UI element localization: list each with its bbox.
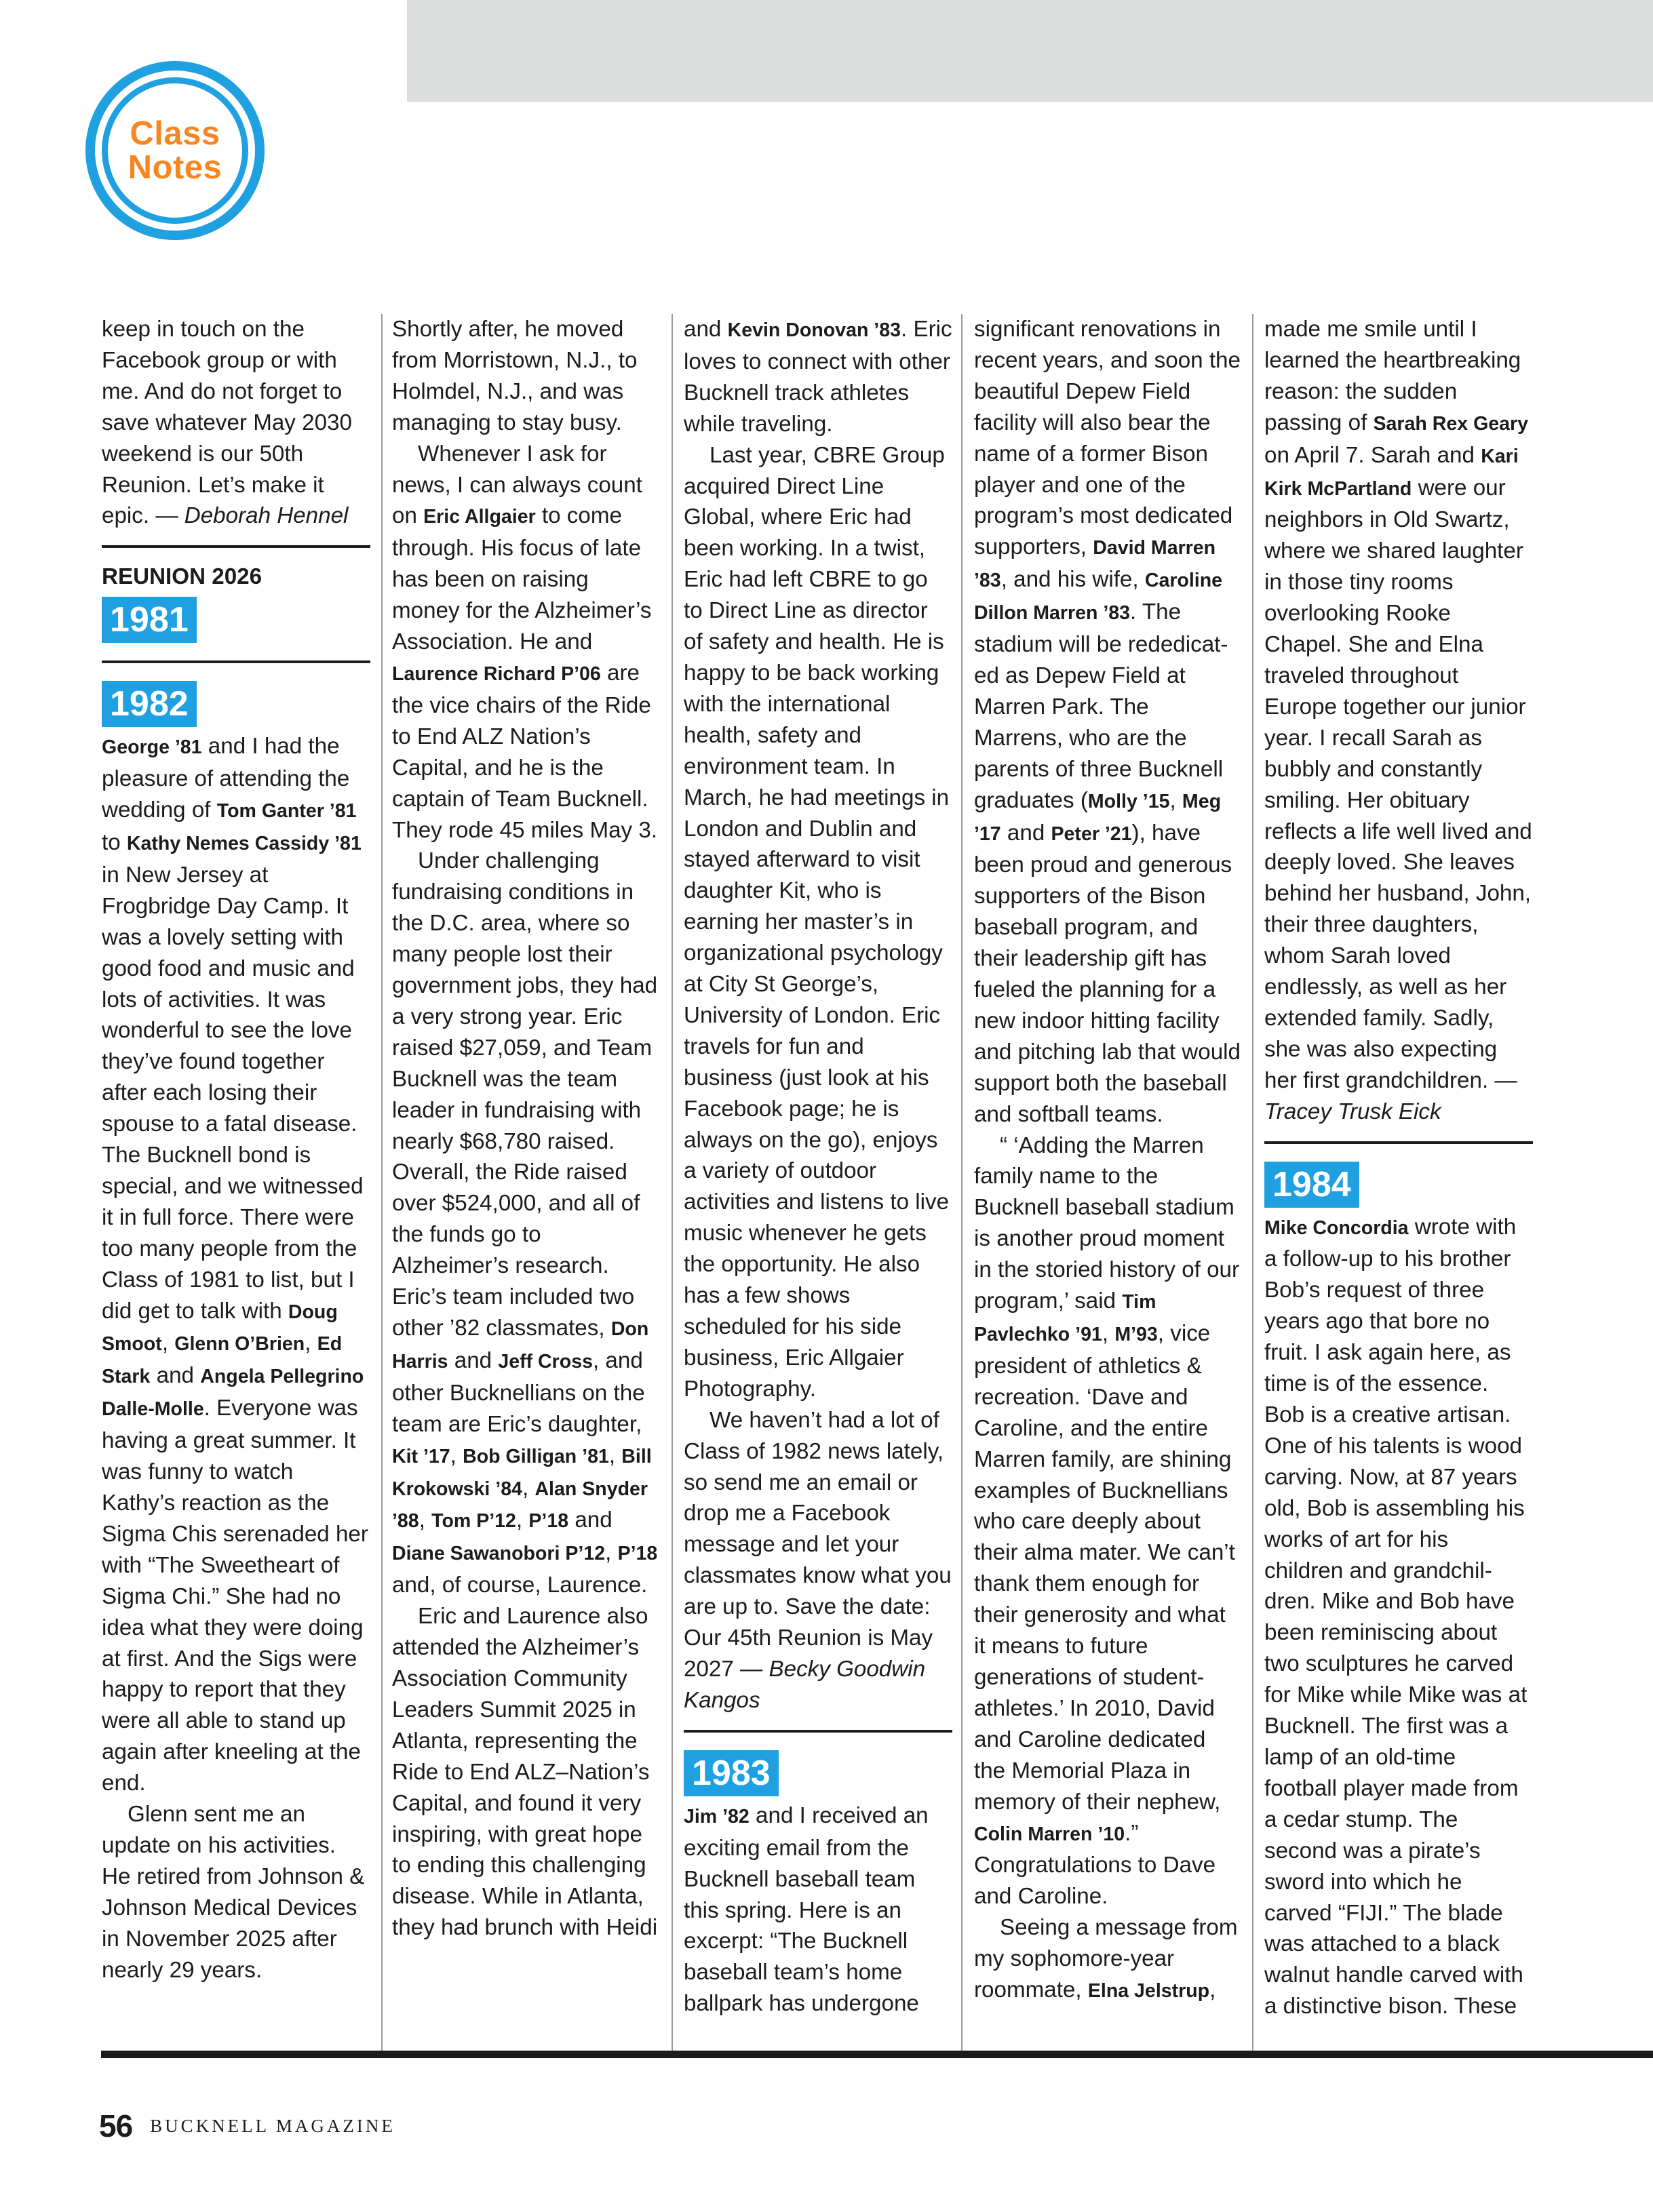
classmate-name: P’18 — [528, 1510, 569, 1533]
column-1 — [102, 314, 370, 1986]
header-band — [407, 0, 1653, 102]
paragraph: significant renovations in recent years, and soon the beautiful Depew Field facility will also bear the name of a former Bison player and one of the program’s most dedicated supporters, David Marren ’83, and his wife, Caroline Dillon Marren ’83. The stadium will be rededicated as Depew Field at Marren Park. The Marrens, who are the parents of three Bucknell graduates (Molly ’15, Meg ’17 and Peter ’21), have been proud and generous supporters of the Bison baseball program, and their leadership gift has fueled the planning for a new indoor hitting facility and pitching lab that would support both the baseball and softball teams. — [974, 317, 1241, 1127]
classmate-name: Tom Ganter ’81 — [216, 800, 357, 823]
classmate-name: Angela Pellegrino Dalle-Molle — [102, 1366, 364, 1421]
paragraph: and Kevin Donovan ’83. Eric loves to connect with other Bucknell track athletes while traveling. — [684, 317, 952, 437]
classmate-name: Colin Marren ’10 — [974, 1823, 1125, 1845]
classmate-name: Elna Jelstrup — [1087, 1980, 1210, 2002]
classmate-name: M’93 — [1114, 1324, 1158, 1345]
classmate-name: David Marren ’83 — [974, 537, 1216, 592]
classmate-name: Laurence Richard P’06 — [392, 663, 601, 685]
classmate-name: Doug Smoot — [102, 1301, 338, 1356]
column-divider — [672, 314, 673, 2057]
paragraph: George ’81 and I had the pleasure of attending the wedding of Tom Ganter ’81 to Kathy Nemes Cassidy ’81 in New Jersey at Frogbridge Day Camp. It was a lovely setting with good food and music and lots of activities. It was wonderful to see the love they’ve found together after each losing their spouse to a fatal disease. The Bucknell bond is special, and we witnessed it in full force. There were too many people from the Class of 1981 to list, but I did get to talk with Doug Smoot, Glenn O’Brien, Ed Stark and Angela Pellegrino Dalle-Molle. Everyone was having a great summer. It was funny to watch Kathy’s reaction as the Sigma Chis serenaded her with “The Sweetheart of Sigma Chi.” She had no idea what they were doing at first. And the Sigs were happy to report that they were all able to stand up again after kneeling at the end. — [102, 734, 368, 1796]
classmate-name: Kathy Nemes Cassidy ’81 — [126, 832, 362, 854]
section-divider — [102, 545, 370, 548]
class-year-1984: 1984 — [1264, 1162, 1359, 1208]
logo-inner-ring — [102, 77, 248, 224]
classmate-name: Caroline Dillon Marren ’83 — [974, 570, 1223, 625]
classmate-name: Ed Stark — [102, 1333, 343, 1388]
classmate-name: Bill Krokowski ’84 — [392, 1445, 652, 1500]
classmate-name: Sarah Rex Geary — [1373, 412, 1529, 435]
classmate-name: Alan Snyder ’88 — [392, 1478, 648, 1533]
classmate-name: Don Harris — [392, 1318, 649, 1372]
paragraph: Mike Concordia wrote with a follow-up to his brother Bob’s request of three years ago that bore no fruit. I ask again here, as time is of the essence. Bob is a creative artisan. One of his talents is wood carving. Now, at 87 years old, Bob is assembling his works of art for his children and grandchildren. Mike and Bob have been reminiscing about two sculptures he carved for Mike while Mike was at Bucknell. The first was a lamp of an old-time football player made from a cedar stump. The second was a pirate’s sword into which he carved “FIJI.” The blade was attached to a black walnut handle carved with a distinctive bison. These — [1264, 1214, 1528, 2019]
column-3 — [684, 314, 952, 2019]
section-divider — [684, 1730, 952, 1733]
paragraph: Under challenging fundraising conditions in the D.C. area, where so many people lost their government jobs, they had a very strong year. Eric raised $27,059, and Team Bucknell was the team leader in fundraising with nearly $68,780 raised. Overall, the Ride raised over $524,000, and all of the funds go to Alzheimer’s research. Eric’s team included two other ’82 classmates, Don Harris and Jeff Cross, and other Bucknellians on the team are Eric’s daughter, Kit ’17, Bob Gilligan ’81, Bill Krokowski ’84, Alan Snyder ’88, Tom P’12, P’18 and Diane Sawanobori P’12, P’18 and, of course, Laurence. — [392, 848, 658, 1598]
paragraph: keep in touch on the Facebook group or with me. And do not forget to save whatever May 2030 weekend is our 50th Reunion. Let’s make it epic. — Deborah Hennel — [102, 317, 352, 529]
logo-line-class: Class — [130, 115, 220, 152]
logo-line-notes: Notes — [128, 149, 222, 186]
paragraph: Eric and Laurence also attended the Alzheimer’s Association Community Leaders Summit 2025 in Atlanta, representing the Ride to End ALZ–Nation’s Capital, and found it very inspiring, with great hope to ending this challenging disease. While in Atlanta, they had brunch with Heidi — [392, 1604, 658, 1941]
page-number: 56 — [99, 2108, 133, 2144]
classmate-name: Meg ’17 — [974, 790, 1222, 845]
classmate-name: Mike Concordia — [1264, 1217, 1409, 1239]
section-divider — [1264, 1141, 1533, 1144]
classmate-name: Jeff Cross — [498, 1350, 593, 1372]
classmate-name: Bob Gilligan ’81 — [463, 1445, 609, 1467]
column-divider — [381, 314, 383, 2057]
class-notes-logo — [85, 61, 265, 240]
classmate-name: Kit ’17 — [392, 1445, 450, 1467]
paragraph: Last year, CBRE Group acquired Direct Line Global, where Eric had been working. In a twist, Eric had left CBRE to go to Direct Line as director of safety and health. He is happy to be back working with the international health, safety and environment team. In March, he had meetings in London and Dublin and stayed afterward to visit daughter Kit, who is earning her master’s in organizational psychology at City St George’s, University of London. Eric travels for fun and business (just look at his Facebook page; he is always on the go), enjoys a variety of outdoor activities and listens to live music whenever he gets the opportunity. He also has a few shows scheduled for his side business, Eric Allgaier Photography. — [684, 442, 950, 1402]
classmate-name: Eric Allgaier — [423, 506, 536, 528]
page-footer — [99, 2106, 395, 2146]
author-signature: — Deborah Hennel — [155, 503, 349, 529]
class-year-1981: 1981 — [102, 597, 197, 643]
classmate-name: Kari Kirk McPartland — [1264, 445, 1519, 500]
column-4 — [974, 314, 1243, 2007]
magazine-name: BUCKNELL MAGAZINE — [150, 2115, 395, 2136]
classmate-name: Tim Pavlechko ’91 — [974, 1291, 1156, 1345]
classmate-name: George ’81 — [102, 736, 202, 759]
column-divider — [961, 314, 962, 2057]
classmate-name: Glenn O’Brien — [174, 1333, 305, 1356]
paragraph: We haven’t had a lot of Class of 1982 news lately, so send me an email or drop me a Facebook message and let your classmates know what you are up to. Save the date: Our 45th Reunion is May 2027 — Becky Goodwin Kangos — [684, 1407, 952, 1713]
author-signature: — Tracey Trusk Eick — [1264, 1067, 1517, 1124]
classmate-name: Molly ’15 — [1087, 790, 1170, 812]
reunion-heading: REUNION 2026 — [102, 564, 262, 590]
section-divider — [102, 660, 370, 663]
classmate-name: Diane Sawanobori P’12 — [392, 1543, 606, 1565]
class-year-1983: 1983 — [684, 1750, 779, 1796]
classmate-name: Kevin Donovan ’83 — [727, 319, 901, 341]
paragraph: made me smile until I learned the heartbreaking reason: the sudden passing of Sarah Rex Geary on April 7. Sarah and Kari Kirk McPartland were our neighbors in Old Swartz, where we shared laughter in those tiny rooms overlooking Rooke Chapel. She and Elna traveled throughout Europe together our junior year. I recall Sarah as bubbly and constantly smiling. Her obituary reflects a life well lived and deeply loved. She leaves behind her husband, John, their three daughters, whom Sarah loved endlessly, as well as her extended family. Sadly, she was also expecting her first grandchildren. — Tracey Trusk Eick — [1264, 317, 1532, 1124]
classmate-name: Peter ’21 — [1051, 823, 1132, 845]
paragraph: Seeing a message from my sophomore-year roommate, Elna Jelstrup, — [974, 1915, 1238, 2003]
bottom-rule — [101, 2051, 1653, 2058]
author-signature: — Becky Goodwin Kangos — [684, 1656, 926, 1713]
paragraph: Whenever I ask for news, I can always count on Eric Allgaier to come through. His focus of late has been on raising money for the Alzheimer’s Association. He and Laurence Richard P’06 are the vice chairs of the Ride to End ALZ Nation’s Capital, and he is the captain of Team Bucknell. They rode 45 miles May 3. — [392, 441, 658, 843]
column-5 — [1264, 314, 1533, 2022]
paragraph: “ ‘Adding the Marren family name to the Bucknell baseball stadium is another proud moment in the storied history of our program,’ said Tim Pavlechko ’91, M’93, vice president of athletics & recreation. ‘Dave and Caroline, and the entire Marren family, are shining examples of Bucknellians who care deeply about their alma mater. We can’t thank them enough for their generosity and what it means to future generations of student-athletes.’ In 2010, David and Caroline dedicated the Memorial Plaza in memory of their nephew, Colin Marren ’10.” Congratulations to Dave and Caroline. — [974, 1132, 1240, 1910]
column-divider — [1252, 314, 1253, 2057]
classmate-name: P’18 — [617, 1543, 658, 1565]
column-2 — [392, 314, 661, 1943]
paragraph: Jim ’82 and I received an exciting email from the Bucknell baseball team this spring. Here is an excerpt: “The Bucknell baseball team’s home ballpark has undergone — [684, 1802, 929, 2017]
class-year-1982: 1982 — [102, 681, 197, 727]
paragraph: Glenn sent me an update on his activities. He retired from Johnson & Johnson Medical Devices in November 2025 after nearly 29 years. — [102, 1802, 365, 1983]
classmate-name: Tom P’12 — [431, 1510, 516, 1533]
classmate-name: Jim ’82 — [684, 1805, 750, 1828]
paragraph: Shortly after, he moved from Morristown, N.J., to Holmdel, N.J., and was managing to stay busy. — [392, 317, 638, 435]
